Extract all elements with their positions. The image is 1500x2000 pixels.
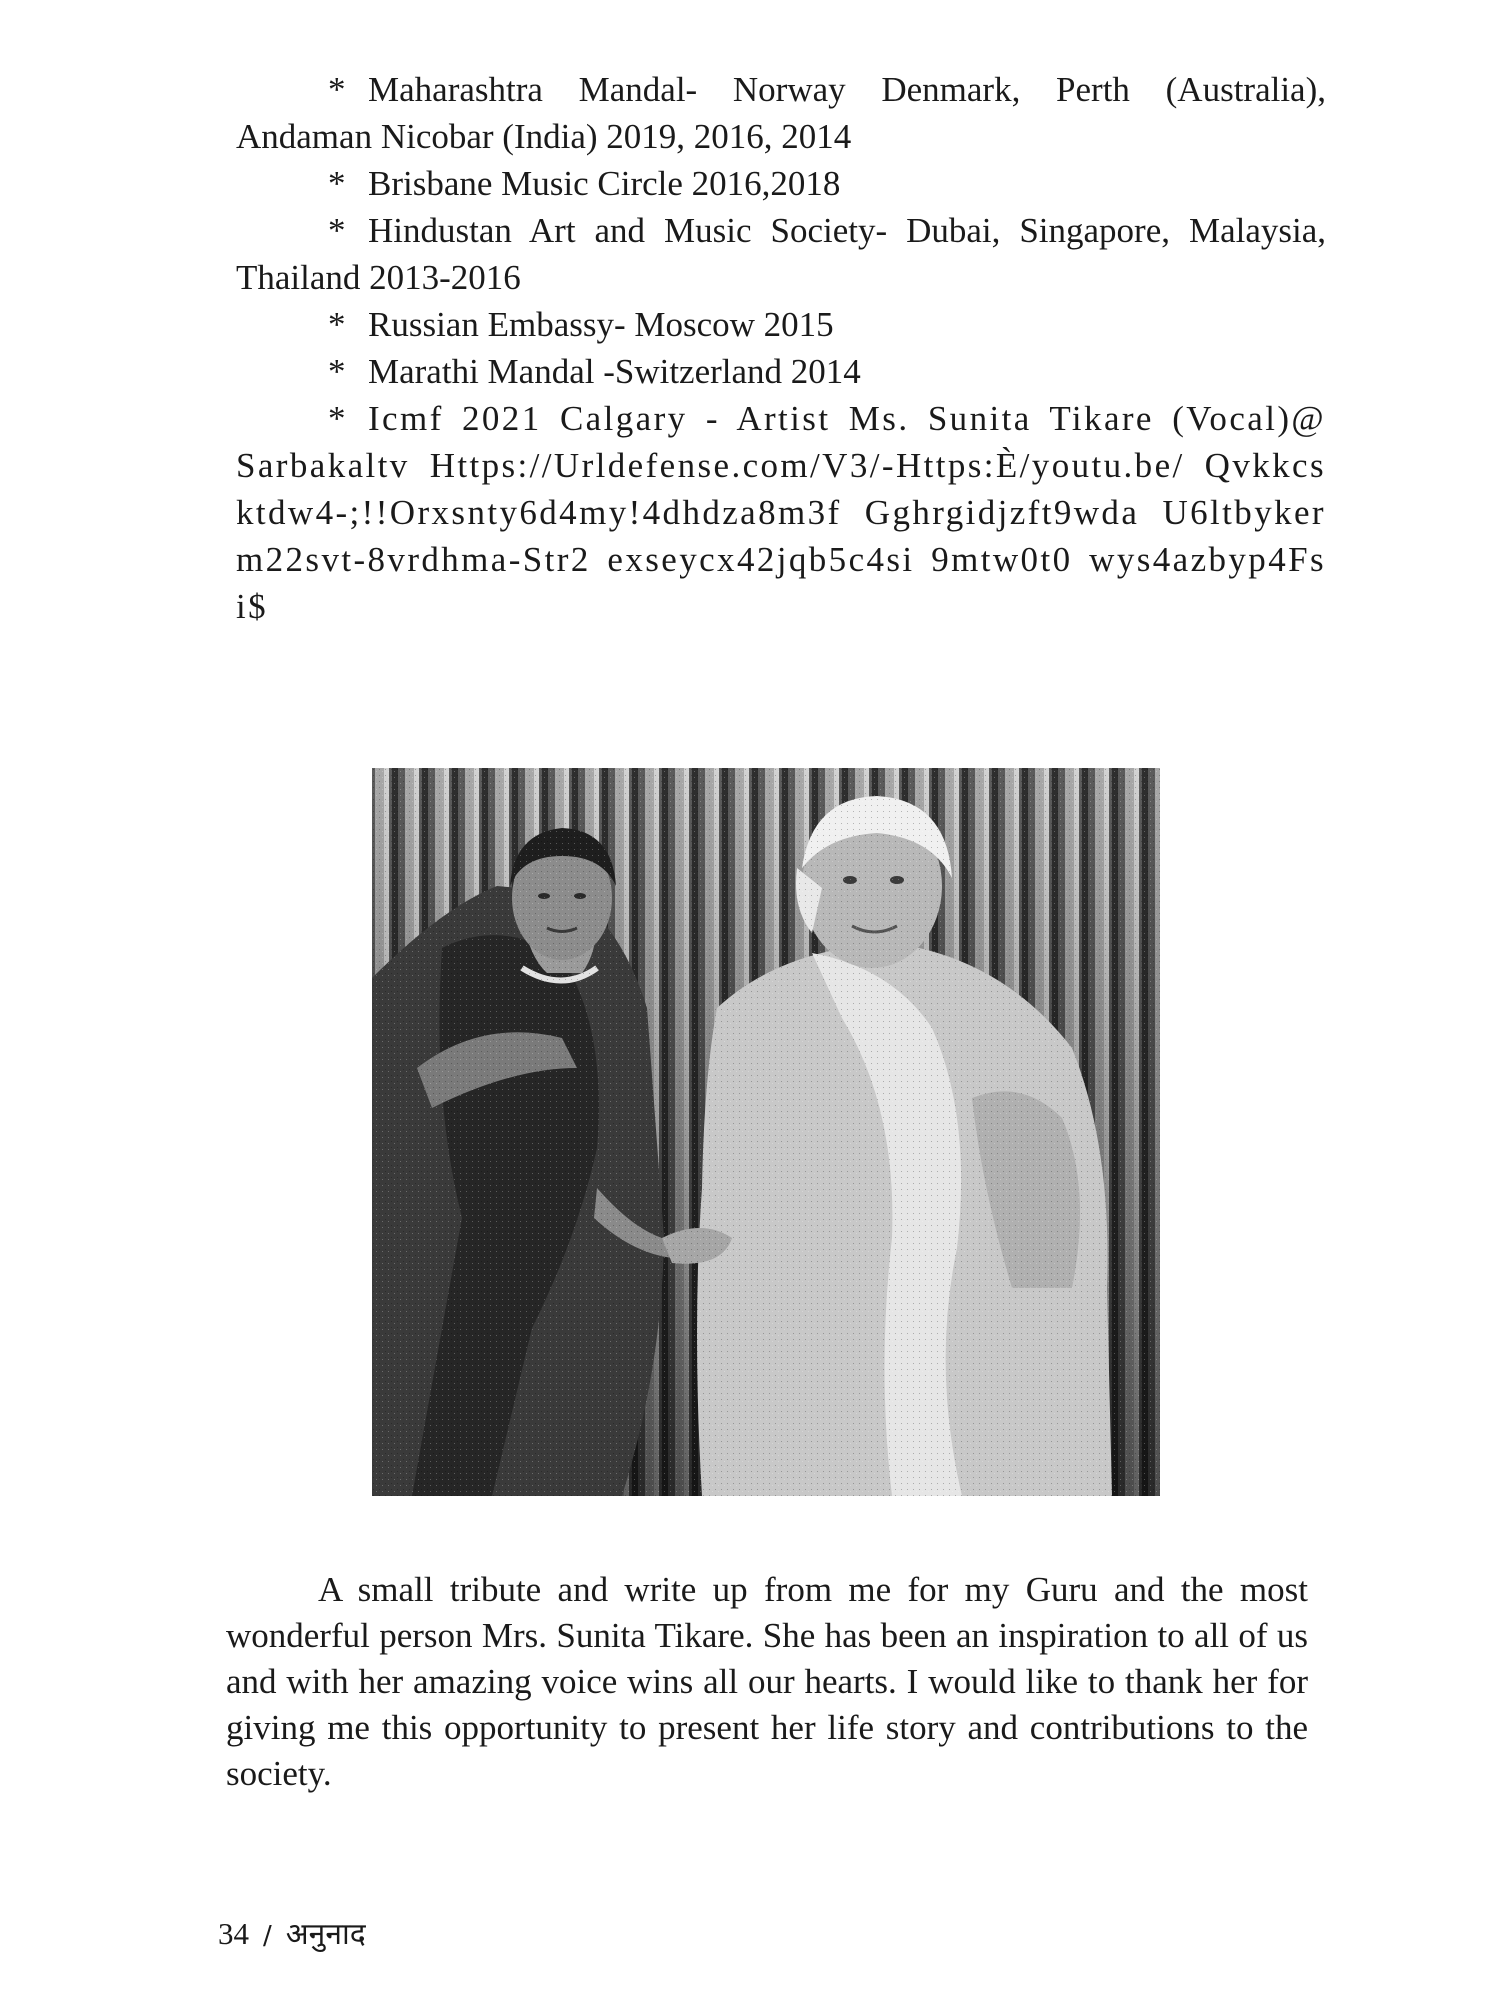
- page-footer: [218, 1912, 366, 1953]
- venue-text: Russian Embassy- Moscow 2015: [368, 305, 834, 344]
- venue-item: [236, 207, 1326, 301]
- venue-item: [236, 301, 1326, 348]
- portrait-photo: [372, 768, 1160, 1496]
- venue-item: [236, 160, 1326, 207]
- venue-text: Hindustan Art and Music Society- Dubai, Singapore, Malaysia, Thailand 2013-2016: [236, 211, 1326, 297]
- venue-item: [236, 66, 1326, 160]
- venue-text: Icmf 2021 Calgary - Artist Ms. Sunita Tikare (Vocal)@ Sarbakaltv Https://Urldefense.com/V3/-Https:È/youtu.be/ Qvkkcsktdw4-;!!Orxsnty6d4my!4dhdza8m3f Gghrgidjzft9wda U6ltbykerm22svt-8vrdhma-Str2 exseycx42jqb5c4si 9mtw0t0 wys4azbyp4Fsi$: [236, 399, 1326, 626]
- bullet-star: *: [328, 164, 346, 203]
- bullet-star: *: [328, 305, 346, 344]
- performance-venue-list: [236, 66, 1326, 630]
- page-number: 34: [218, 1916, 249, 1951]
- footer-separator: /: [263, 1921, 272, 1951]
- venue-item: [236, 348, 1326, 395]
- bullet-star: *: [328, 70, 346, 109]
- tribute-paragraph: A small tribute and write up from me for my Guru and the most wonderful person Mrs. Sunita Tikare. She has been an inspiration to all of us and with her amazing voice wins all our hearts. I would like to thank her for giving me this opportunity to present her life story and contributions to the society.: [226, 1570, 1308, 1793]
- venue-text: Maharashtra Mandal- Norway Denmark, Perth (Australia), Andaman Nicobar (India) 2019, 2016, 2014: [236, 70, 1326, 156]
- bullet-star: *: [328, 211, 346, 250]
- bullet-star: *: [328, 352, 346, 391]
- venue-item-video-link: [236, 395, 1326, 630]
- venue-text: Brisbane Music Circle 2016,2018: [368, 164, 841, 203]
- bullet-star: *: [328, 399, 348, 438]
- journal-name: अनुनाद: [285, 1917, 366, 1952]
- venue-text: Marathi Mandal -Switzerland 2014: [368, 352, 861, 391]
